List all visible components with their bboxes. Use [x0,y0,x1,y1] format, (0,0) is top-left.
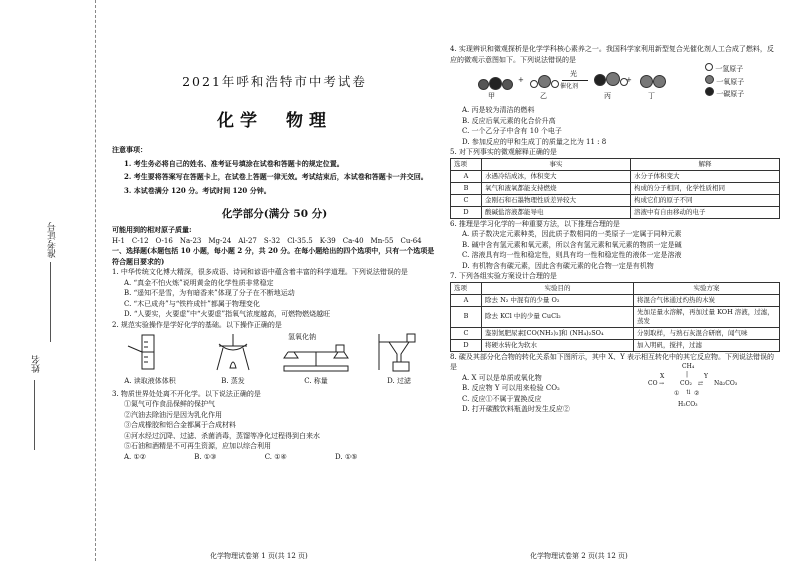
q8-option-c: C. 反应①不属于置换反应 [462,394,542,403]
page-2 [450,44,780,415]
q5-header-row [451,158,780,170]
table-cell: B [451,182,482,194]
table-cell: 构成的分子相同，化学性质相同 [631,182,780,194]
evaporating-dish-icon [203,332,263,372]
table-cell: 先加足量水溶解，再加过量 KOH 溶液，过滤，蒸发 [634,306,780,327]
label-bing: 丙 [604,92,611,100]
q7-header: 实验目的 [482,282,634,294]
molecule-bing [594,71,628,90]
part-1-heading: 一、选择题(本题包括 10 小题，每小题 2 分，共 20 分。在每小题给出的四个选项中，只有一个选项是符合题目要求的) [112,246,435,266]
exam-title: 2021年呼和浩特市中考试卷 [182,74,367,89]
q1-option-c: C. “木已成舟”与“铁杵成针”都属于物理变化 [124,299,260,308]
table-row [451,306,780,327]
q3-option-b: B. ①③ [194,452,217,461]
question-2: 2. 规范实验操作是学好化学的基础。以下操作正确的是 [112,320,282,329]
node-co: CO [648,379,658,387]
question-5: 5. 对下列事实的微观解释正确的是 [450,148,557,156]
table-cell: C [451,194,482,206]
table-cell: B [451,306,482,327]
q5-header: 选项 [451,158,482,170]
q7-header: 实验方案 [634,282,780,294]
apparatus-c-label: C. 称量 [304,377,328,385]
q8-option-b: B. 反应物 Y 可以用来检验 CO₂ [462,384,560,392]
question-7: 7. 下列各组实验方案设计合理的是 [450,272,557,280]
q6-option-b: B. 碱中含有氢元素和氧元素，所以含有氢元素和氧元素的物质一定是碱 [462,240,682,249]
legend-hydrogen: 一氢原子 [715,65,744,73]
node-co2: CO₂ [680,379,692,387]
table-cell: 氧气和液氧都能支持燃烧 [482,182,631,194]
apparatus-b-label: B. 蒸发 [221,377,245,385]
q6-option-a: A. 质子数决定元素种类，因此质子数相同的一类原子一定属于同种元素 [462,230,682,238]
footer-page-1: 化学物理试卷第 1 页(共 12 页) [210,552,308,560]
note-1: 1. 考生务必将自己的姓名、准考证号填涂在试卷和答题卡的规定位置。 [124,158,344,168]
table-row [451,339,780,351]
atomic-masses: H-1 C-12 O-16 Na-23 Mg-24 Al-27 S-32 Cl-35.5 K-39 Ca-40 Mn-55 Cu-64 [112,236,422,245]
reaction-arrow [562,80,588,81]
footer-page-2: 化学物理试卷第 2 页(共 12 页) [530,552,628,560]
table-cell: 除去 KCl 中的少量 CuCl₂ [482,306,634,327]
table-cell: 水分子体积变大 [631,170,780,182]
node-na2co3: Na₂CO₃ [714,379,738,387]
question-6: 6. 推理是学习化学的一种重要方法，以下推理合理的是 [450,219,620,228]
binding-margin [0,0,95,561]
notes-heading: 注意事项： [112,145,147,154]
graduated-cylinder-icon [120,332,180,372]
q8-option-a: A. X 可以是单质或氧化物 [462,373,542,382]
q5-table [450,158,780,219]
q4-reaction-diagram: + 光 催化剂 + 甲 乙 丙 丁 一氢原子 一氧原子 一碳原子 [450,65,780,105]
q8-body [450,362,780,415]
condition-catalyst: 催化剂 [560,83,579,90]
q8-option-d: D. 打开碳酸饮料瓶盖时发生反应② [462,405,570,413]
table-cell: 鉴别氮肥尿素[CO(NH₂)₂]和 (NH₄)₂SO₄ [482,327,634,339]
apparatus-a-label: A. 读取液体体积 [124,377,176,385]
table-cell: 金刚石和石墨物理性质差异较大 [482,194,631,206]
q6-option-d: D. 有机物含有碳元素，因此含有碳元素的化合物一定是有机物 [462,261,654,270]
q3-item-3: ③合成橡胶和铝合金都属于合成材料 [124,421,236,429]
table-cell: 除去 N₂ 中混有的少量 O₂ [482,294,634,306]
q1-option-b: B. “遥知不是雪，为有暗香来”体现了分子在不断地运动 [124,289,295,297]
question-1: 1. 中华传统文化博大精深，很多成语、诗词和谚语中蕴含着丰富的科学道理。下列说法错误的是 [112,268,408,276]
molecule-jia [478,75,513,94]
cut-line [95,0,96,561]
table-cell: 酸碱盐溶液都能导电 [482,206,631,218]
q3-item-1: ①氮气可作食品保鲜的保护气 [124,400,215,408]
q4-option-b: B. 反应后氧元素的化合价升高 [462,116,556,125]
q1-option-a: A. “真金不怕火炼”说明黄金的化学性质非常稳定 [124,278,274,287]
legend-oxygen: 一氧原子 [716,77,745,86]
apparatus-c: 氢氧化钠 C. 称量 [278,332,354,387]
condition-light: 光 [570,70,577,78]
apparatus-d-label: D. 过滤 [387,377,411,385]
label-reaction-2: ② [694,389,700,397]
q6-option-c: C. 溶液具有均一性和稳定性，则具有均一性和稳定性的液体一定是溶液 [462,251,682,259]
filter-funnel-icon [369,332,429,372]
question-4: 4. 实现辨识和微观探析是化学学科核心素养之一。我国科学家利用新型复合光催化剂人工合成了燃料，反应的微观示意图如下。下列说法错误的是 [450,45,774,64]
table-row [451,327,780,339]
table-row [451,170,780,182]
table-cell: 构成它们的原子不同 [631,194,780,206]
q3-item-4: ④河水经过沉降、过滤、杀菌消毒，蒸馏等净化过程得到白来水 [124,431,320,440]
table-row [451,206,780,218]
node-ch4: CH₄ [682,362,695,370]
apparatus-a [112,332,188,387]
table-row [451,182,780,194]
table-cell: 将硬水转化为软水 [482,339,634,351]
q1-option-d: D. “人要实，火要虚”中“火要虚”指氧气浓度越高，可燃物燃烧越旺 [124,310,331,318]
exam-subject: 化学 物理 [217,111,332,131]
q4-option-a: A. 丙是较为清洁的燃料 [462,106,535,114]
q5-header: 事实 [482,158,631,170]
q7-header: 选项 [451,282,482,294]
molecule-yi [530,73,559,92]
q3-item-2: ②汽油去除油污是因为乳化作用 [124,410,222,419]
q3-option-d: D. ①⑤ [335,452,358,461]
exam-no-line [50,262,51,342]
q4-option-d: D. 参加反应的甲和生成丁的质量之比为 11 : 8 [462,137,607,146]
table-cell: C [451,327,482,339]
label-reaction-1: ① [674,389,680,397]
apparatus-d [361,332,437,387]
q3-options [112,452,437,463]
note-2: 2. 考生要将答案写在答题卡上，在试卷上答题一律无效。考试结束后，本试卷和答题卡一并交回。 [124,172,428,181]
label-x: X [660,372,665,380]
legend-carbon: 一碳原子 [716,90,745,98]
table-row [451,194,780,206]
section-title: 化学部分(满分 50 分) [221,208,328,220]
q7-header-row [451,282,780,294]
atom-legend [705,63,744,100]
table-cell: 将混合气体通过灼热的木炭 [634,294,780,306]
question-8: 8. 碳及其部分化合物的转化关系如下图所示，其中 X、Y 表示相互转化中的其它反应物。下列说法错误的是 [450,352,774,371]
name-label: 姓名 [32,355,42,373]
label-jia: 甲 [488,92,495,100]
label-ding: 丁 [648,92,655,100]
label-yi: 乙 [540,92,547,100]
table-cell: 溶液中有自由移动的电子 [631,206,780,218]
apparatus-b [195,332,271,387]
q3-option-a: A. ①② [124,452,147,461]
note-3: 3. 本试卷满分 120 分。考试时间 120 分钟。 [124,185,271,195]
table-cell: A [451,294,482,306]
q2-apparatus-row [112,332,437,387]
q7-table [450,282,780,352]
atomic-mass-heading: 可能用到的相对原子质量: [112,225,192,234]
name-line [34,380,35,450]
table-row [451,294,780,306]
q3-item-5: ⑤石油和酒精是不可再生资源，应加以综合利用 [124,442,271,450]
exam-no-label: 准考证号 [48,222,58,258]
table-cell: D [451,206,482,218]
carbon-conversion-diagram: CH₄ | CO X → CO₂ Y ⇄ Na₂CO₃ ① ⇅ ② H₂CO₃ [648,362,738,408]
table-cell: 水遇冷结成冰，体积变大 [482,170,631,182]
table-cell: A [451,170,482,182]
question-3: 3. 物质世界处处离不开化学。以下说法正确的是 [112,389,261,398]
table-cell: D [451,339,482,351]
label-y: Y [704,372,708,380]
table-cell: 分别取样，与熟石灰混合研磨，闻气味 [634,327,780,339]
q5-header: 解释 [631,158,780,170]
page-1 [112,72,437,462]
table-cell: 加入明矾，搅拌，过滤 [634,339,780,351]
molecule-ding [640,73,666,92]
q4-option-c: C. 一个乙分子中含有 10 个电子 [462,127,562,135]
node-h2co3: H₂CO₃ [678,400,698,408]
q3-option-c: C. ①④ [264,452,287,461]
